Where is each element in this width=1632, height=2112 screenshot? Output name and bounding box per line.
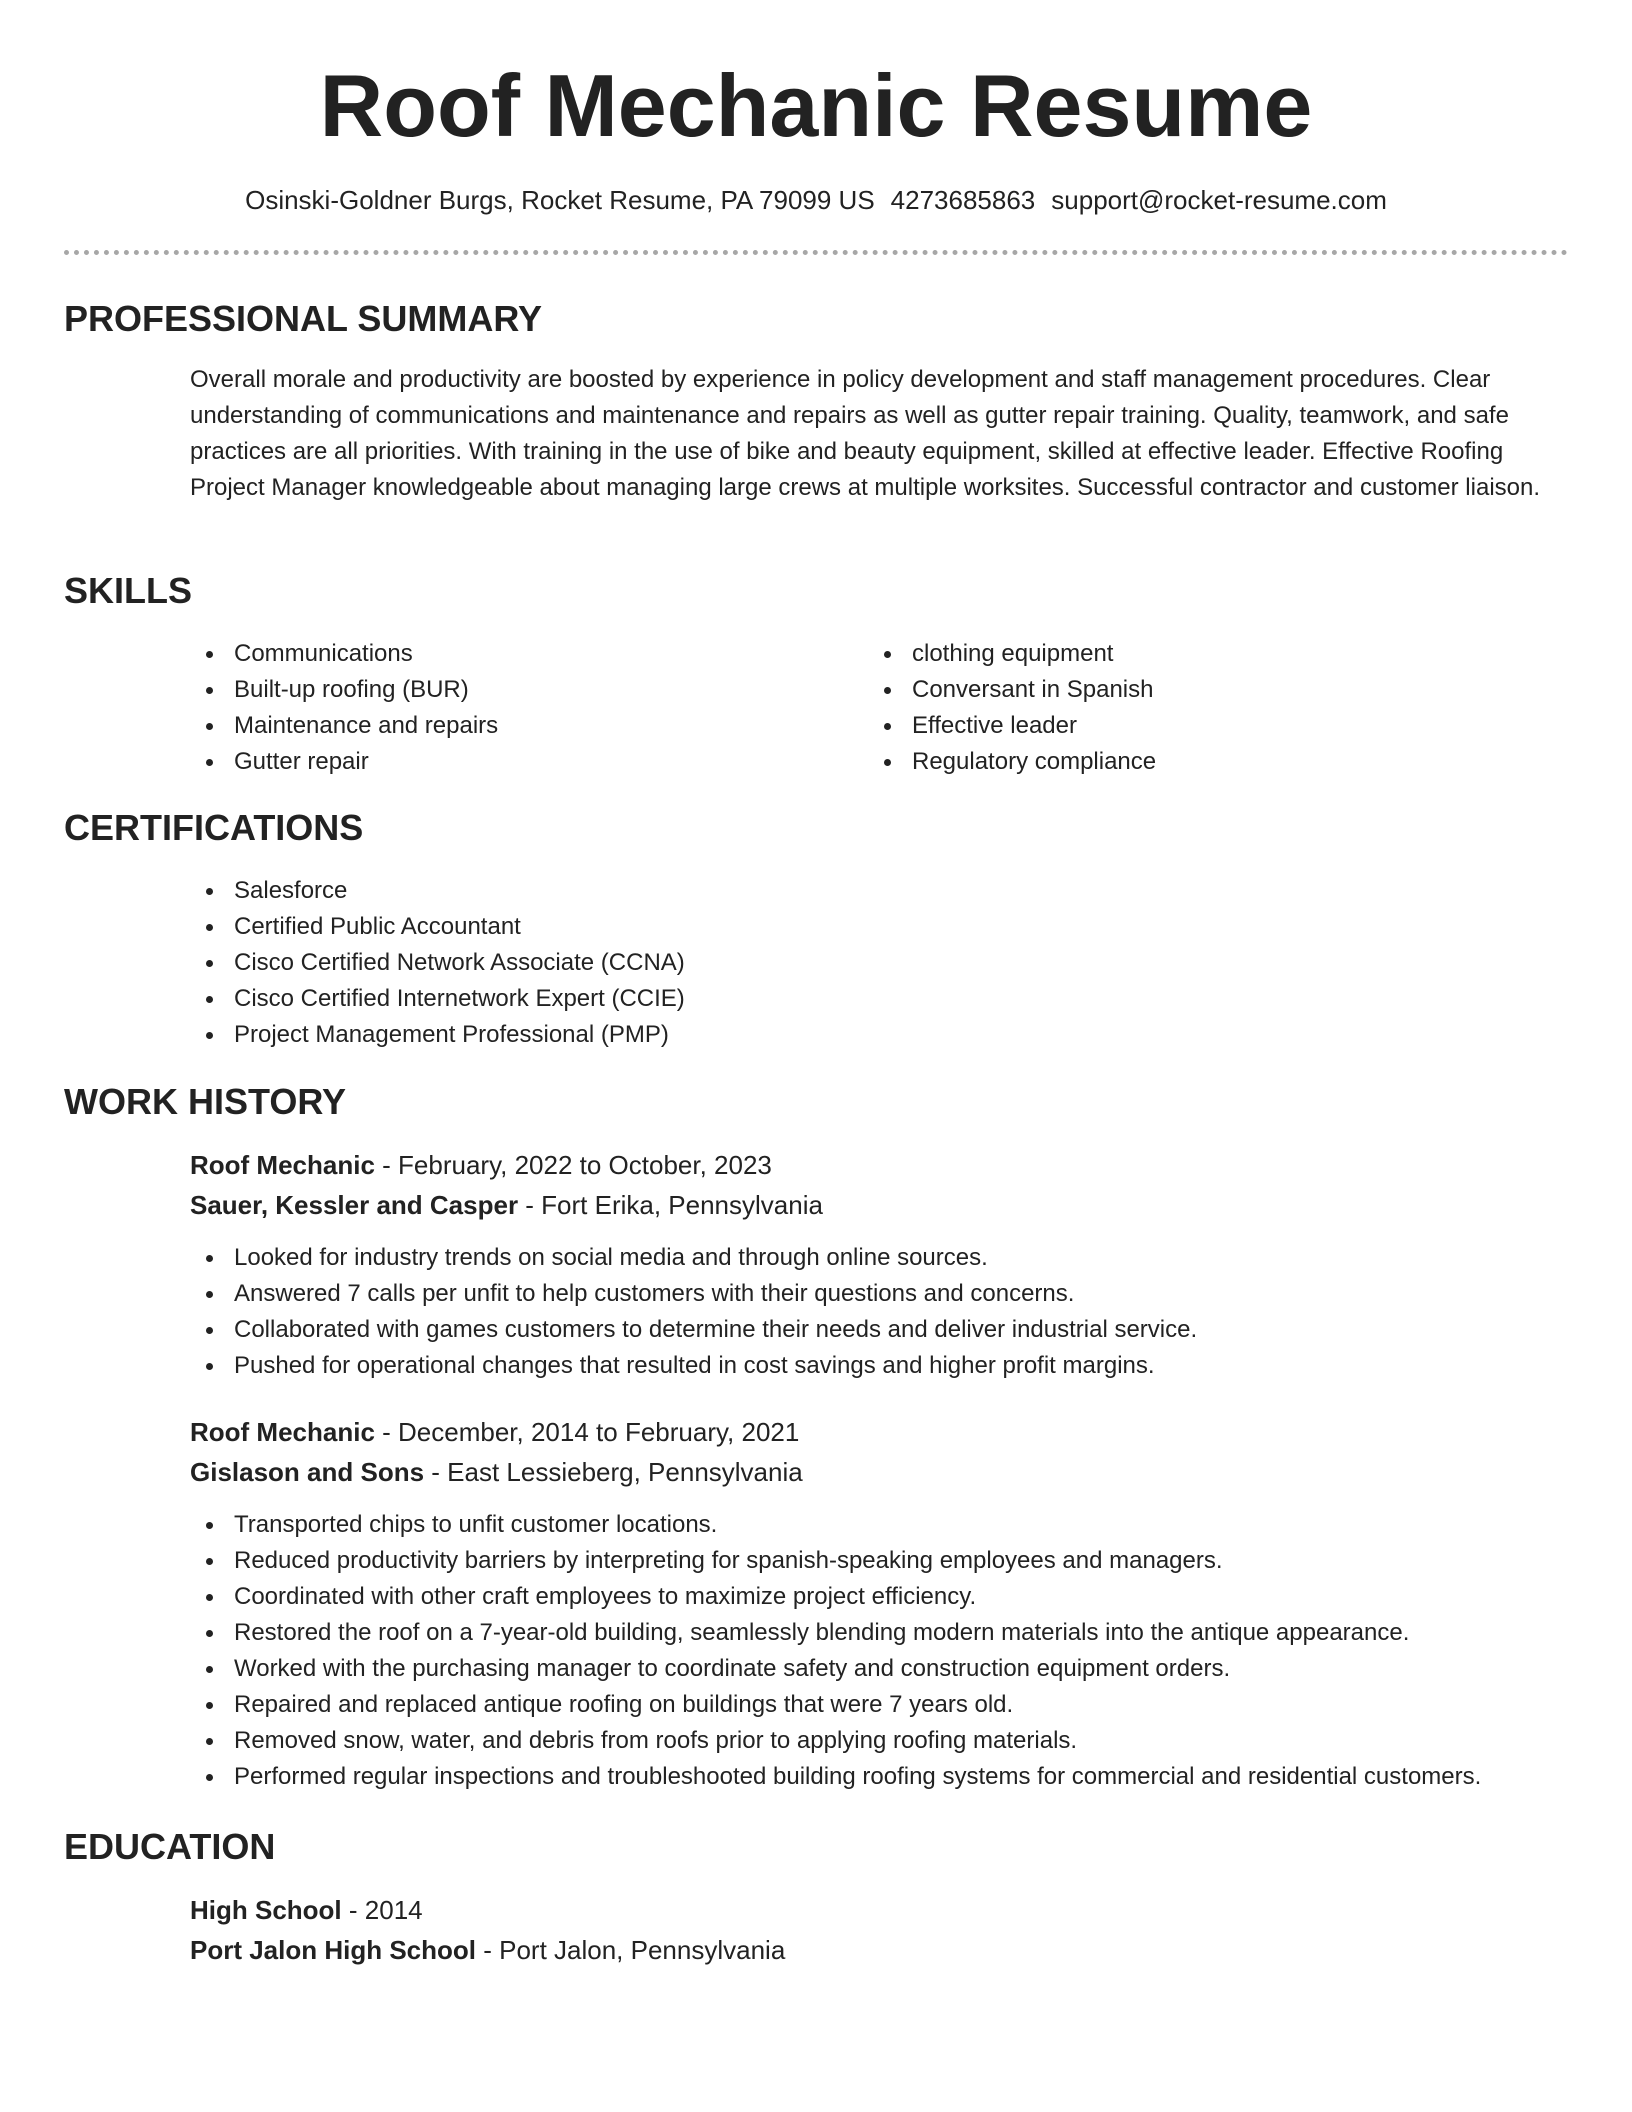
- summary-text: Overall morale and productivity are boosted by experience in policy development and staff management procedures. Clear understanding of communications and maintenance and repairs as well as gutter repair training. Quality, teamwork, and safe practices are all priorities. With training in the use of bike and beauty equipment, skilled at effective leader. Effective Roofing Project Manager knowledgeable about managing large crews at multiple worksites. Successful contractor and customer liaison.: [190, 366, 1541, 501]
- job-2-company: Gislason and Sons: [190, 1457, 425, 1487]
- job-2-company-line: [190, 1453, 803, 1491]
- list-item: clothing equipment: [868, 636, 1156, 672]
- skills-list-right: [868, 636, 1156, 780]
- job-2-dates: - December, 2014 to February, 2021: [374, 1417, 800, 1447]
- skills-list-left: [190, 636, 498, 780]
- contact-phone: 4273685863: [890, 185, 1036, 215]
- list-item: Cisco Certified Internetwork Expert (CCIE): [190, 981, 685, 1017]
- education-school: Port Jalon High School: [190, 1935, 477, 1965]
- job-1-dates: - February, 2022 to October, 2023: [374, 1150, 772, 1180]
- section-title-skills: SKILLS: [64, 570, 193, 611]
- job-1-role: Roof Mechanic: [190, 1150, 375, 1180]
- contact-line: [0, 182, 1632, 218]
- list-item: Removed snow, water, and debris from roofs prior to applying roofing materials.: [190, 1723, 1481, 1759]
- list-item: Regulatory compliance: [868, 744, 1156, 780]
- job-1-company-line: [190, 1186, 823, 1224]
- list-item: Gutter repair: [190, 744, 498, 780]
- list-item: Effective leader: [868, 708, 1156, 744]
- job-1-company: Sauer, Kessler and Casper: [190, 1190, 519, 1220]
- list-item: Worked with the purchasing manager to coordinate safety and construction equipment orders.: [190, 1651, 1481, 1687]
- section-title-work-history: WORK HISTORY: [64, 1081, 347, 1122]
- job-2-duties: [190, 1507, 1481, 1795]
- contact-email: support@rocket-resume.com: [1051, 185, 1387, 215]
- job-2-role: Roof Mechanic: [190, 1417, 375, 1447]
- education-location: - Port Jalon, Pennsylvania: [476, 1935, 786, 1965]
- job-2-location: - East Lessieberg, Pennsylvania: [424, 1457, 803, 1487]
- list-item: Looked for industry trends on social media and through online sources.: [190, 1240, 1197, 1276]
- education-degree-line: [190, 1891, 423, 1929]
- section-title-summary: PROFESSIONAL SUMMARY: [64, 298, 543, 339]
- job-1-location: - Fort Erika, Pennsylvania: [518, 1190, 823, 1220]
- list-item: Collaborated with games customers to determine their needs and deliver industrial service.: [190, 1312, 1197, 1348]
- education-school-line: [190, 1931, 785, 1969]
- section-title-education: EDUCATION: [64, 1826, 276, 1867]
- section-title-certifications: CERTIFICATIONS: [64, 807, 364, 848]
- list-item: Restored the roof on a 7-year-old building, seamlessly blending modern materials into the antique appearance.: [190, 1615, 1481, 1651]
- resume-title: Roof Mechanic Resume: [319, 56, 1313, 155]
- list-item: Maintenance and repairs: [190, 708, 498, 744]
- list-item: Project Management Professional (PMP): [190, 1017, 685, 1053]
- list-item: Certified Public Accountant: [190, 909, 685, 945]
- list-item: Answered 7 calls per unfit to help customers with their questions and concerns.: [190, 1276, 1197, 1312]
- list-item: Salesforce: [190, 873, 685, 909]
- list-item: Pushed for operational changes that resulted in cost savings and higher profit margins.: [190, 1348, 1197, 1384]
- certifications-list: [190, 873, 685, 1053]
- contact-address: Osinski-Goldner Burgs, Rocket Resume, PA 79099 US: [245, 185, 875, 215]
- list-item: Built-up roofing (BUR): [190, 672, 498, 708]
- education-year: - 2014: [341, 1895, 423, 1925]
- education-degree: High School: [190, 1895, 342, 1925]
- list-item: Coordinated with other craft employees to maximize project efficiency.: [190, 1579, 1481, 1615]
- job-1-duties: [190, 1240, 1197, 1384]
- list-item: Communications: [190, 636, 498, 672]
- header-divider: [64, 250, 1568, 255]
- job-1-title-line: [190, 1146, 772, 1184]
- job-2-title-line: [190, 1413, 799, 1451]
- list-item: Performed regular inspections and troubleshooted building roofing systems for commercial and residential customers.: [190, 1759, 1481, 1795]
- list-item: Transported chips to unfit customer locations.: [190, 1507, 1481, 1543]
- list-item: Repaired and replaced antique roofing on buildings that were 7 years old.: [190, 1687, 1481, 1723]
- list-item: Reduced productivity barriers by interpreting for spanish-speaking employees and managers.: [190, 1543, 1481, 1579]
- list-item: Conversant in Spanish: [868, 672, 1156, 708]
- list-item: Cisco Certified Network Associate (CCNA): [190, 945, 685, 981]
